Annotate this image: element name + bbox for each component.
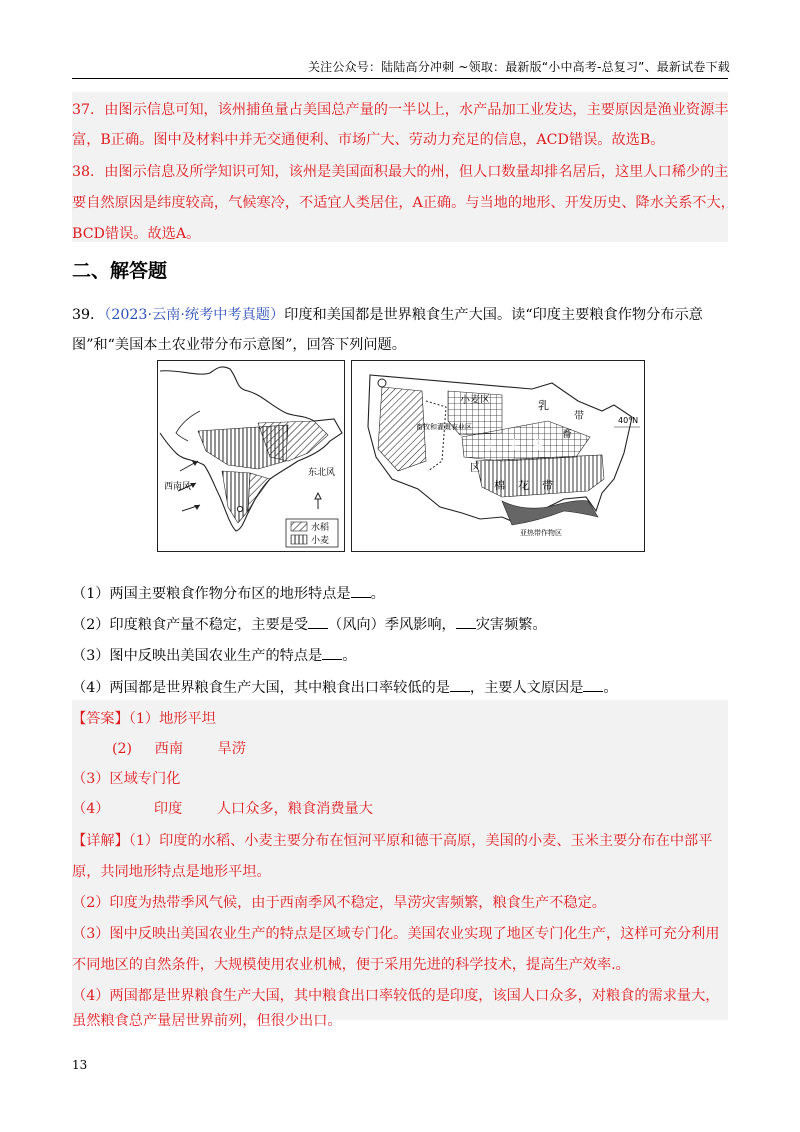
detail-line-7: 虽然粮食总产量居世界前列，但很少出口。 <box>72 1013 342 1029</box>
wheat-belt-label: 小麦区 <box>460 395 490 406</box>
belt-label: 带 <box>574 411 584 422</box>
detail-label: 【详解】 <box>72 833 129 849</box>
arrowhead-3 <box>194 505 200 510</box>
cotton-belt-label-2: 花 <box>518 479 529 492</box>
q1-text: （1）两国主要粮食作物分布区的地形特点是 <box>72 586 351 602</box>
answer-4-num: （4） <box>72 801 110 817</box>
q37-line-1: 37．由图示信息可知，该州捕鱼量占美国总产量的一半以上，水产品加工业发达，主要原因是渔业资源丰 <box>72 102 729 118</box>
sub-question-1 <box>72 583 385 603</box>
city-marker <box>237 506 242 511</box>
detail-line-6: （4）两国都是世界粮食生产大国，其中粮食出口率较低的是印度，该国人口众多，对粮食的需求量大， <box>72 988 720 1004</box>
q38-line-3: BCD错误。故选A。 <box>72 226 201 242</box>
q39-number: 39． <box>72 307 105 323</box>
legend-wheat-label: 小麦 <box>311 536 330 546</box>
detail-line-5: 不同地区的自然条件，大规模使用农业机械，便于采用先进的科学技术，提高生产效率.。 <box>72 957 630 973</box>
lat-label: 40°N <box>618 416 639 425</box>
corn-belt-label-1: 玉 <box>484 438 497 452</box>
legend-rice-swatch <box>291 522 307 531</box>
dairy-belt-label: 乳 <box>538 399 549 412</box>
answer-line-4 <box>72 798 373 818</box>
q2-text-c: 灾害频繁。 <box>475 617 547 633</box>
q4-text-b: ，主要人文原因是 <box>469 680 584 696</box>
q2-text-b: （风向）季风影响， <box>328 617 456 633</box>
figure-maps <box>157 360 645 552</box>
q2-blank-1 <box>308 616 328 629</box>
ne-wind-label: 东北风 <box>308 468 336 478</box>
usa-map <box>351 360 645 552</box>
answer-2-value-2: 旱涝 <box>217 741 246 757</box>
sub-question-3 <box>72 645 356 665</box>
range-label: 畜牧和灌溉农业区 <box>416 423 472 431</box>
india-map-graphic <box>158 361 344 551</box>
header-rule <box>72 78 728 79</box>
q4-blank-2 <box>583 679 603 692</box>
q4-text-c: 。 <box>603 680 618 696</box>
q3-end: 。 <box>342 648 357 664</box>
answer-line-2 <box>72 738 246 758</box>
sub-question-2 <box>72 614 547 634</box>
corn-belt-label-2: 米 <box>508 438 521 452</box>
q1-end: 。 <box>370 586 385 602</box>
detail-1a: （1）印度的水稻、小麦主要分布在恒河平原和德干高原，美国的小麦、玉米主要分布在中部平 <box>128 833 713 849</box>
corn-belt-label-3: 带 <box>532 438 545 452</box>
rice-region-east <box>248 473 270 511</box>
legend-rice-label: 水稻 <box>311 523 330 533</box>
page-number: 13 <box>72 1058 88 1072</box>
sub-question-4 <box>72 677 618 697</box>
q38-line-2: 要自然原因是纬度较高，气候寒冷，不适宜人类居住，A正确。与当地的地形、开发历史、降水关系不大， <box>72 195 735 211</box>
q39-source: （2023·云南·统考中考真题） <box>104 307 285 323</box>
answer-line-3: （3）区域专门化 <box>72 771 181 787</box>
north-arrowhead <box>315 493 321 499</box>
answer-line-1 <box>72 708 216 728</box>
q3-text: （3）图中反映出美国农业生产的特点是 <box>72 648 323 664</box>
q4-blank-1 <box>450 679 470 692</box>
answer-2-num: (2) <box>112 741 133 757</box>
q4-text-a: （4）两国都是世界粮食生产大国，其中粮食出口率较低的是 <box>72 680 450 696</box>
coast-label: 亚热带作物区 <box>520 529 562 537</box>
answer-1: （1）地形平坦 <box>128 711 216 727</box>
usa-map-graphic <box>352 361 644 551</box>
sw-wind-label <box>164 480 191 492</box>
q39-stem-1: 印度和美国都是世界粮食生产大国。读“印度主要粮食作物分布示意 <box>284 307 703 323</box>
region-label: 区 <box>470 463 480 474</box>
detail-line-2: 原，共同地形特点是地形平坦。 <box>72 864 271 880</box>
q2-text-a: （2）印度粮食产量不稳定，主要是受 <box>72 617 309 633</box>
q1-blank <box>351 585 371 598</box>
q2-blank-2 <box>456 616 476 629</box>
india-map <box>157 360 345 552</box>
q39-stem-line-1 <box>72 304 703 324</box>
sw-wind-text: 西南风 <box>164 482 192 492</box>
detail-line-4: （3）图中反映出美国农业生产的特点是区域专门化。美国农业实现了地区专门化生产，这样可充分利用 <box>72 926 720 942</box>
answer-4-value-1: 印度 <box>153 801 183 817</box>
answer-2-value-1: 西南 <box>154 741 184 757</box>
section-title: 二、解答题 <box>72 260 168 282</box>
cotton-belt-label-1: 棉 <box>494 479 505 492</box>
detail-line-1 <box>72 830 712 850</box>
detail-line-3: （2）印度为热带季风气候，由于西南季风不稳定，旱涝灾害频繁，粮食生产不稳定。 <box>72 895 606 911</box>
q39-stem-line-2: 图”和“美国本土农业带分布示意图”，回答下列问题。 <box>72 337 406 353</box>
dairy-belt-label-2: 畜 <box>562 429 572 440</box>
legend-wheat-swatch <box>291 535 307 544</box>
cotton-belt-label-3: 带 <box>542 479 553 492</box>
q38-line-1: 38．由图示信息及所学知识可知，该州是美国面积最大的州，但人口数量却排名居后，这里人口稀少的主 <box>72 164 729 180</box>
q3-blank <box>322 647 342 660</box>
q37-line-2: 富，B正确。图中及材料中并无交通便利、市场广大、劳动力充足的信息，ACD错误。故选B。 <box>72 132 665 148</box>
answer-4-value-2: 人口众多，粮食消费量大 <box>216 801 373 817</box>
answer-label: 【答案】 <box>72 711 129 727</box>
page-header: 关注公众号：陆陆高分冲刺 ~领取：最新版“小中高考-总复习”、最新试卷下载 <box>307 60 730 74</box>
city-marker-nw <box>378 379 386 387</box>
